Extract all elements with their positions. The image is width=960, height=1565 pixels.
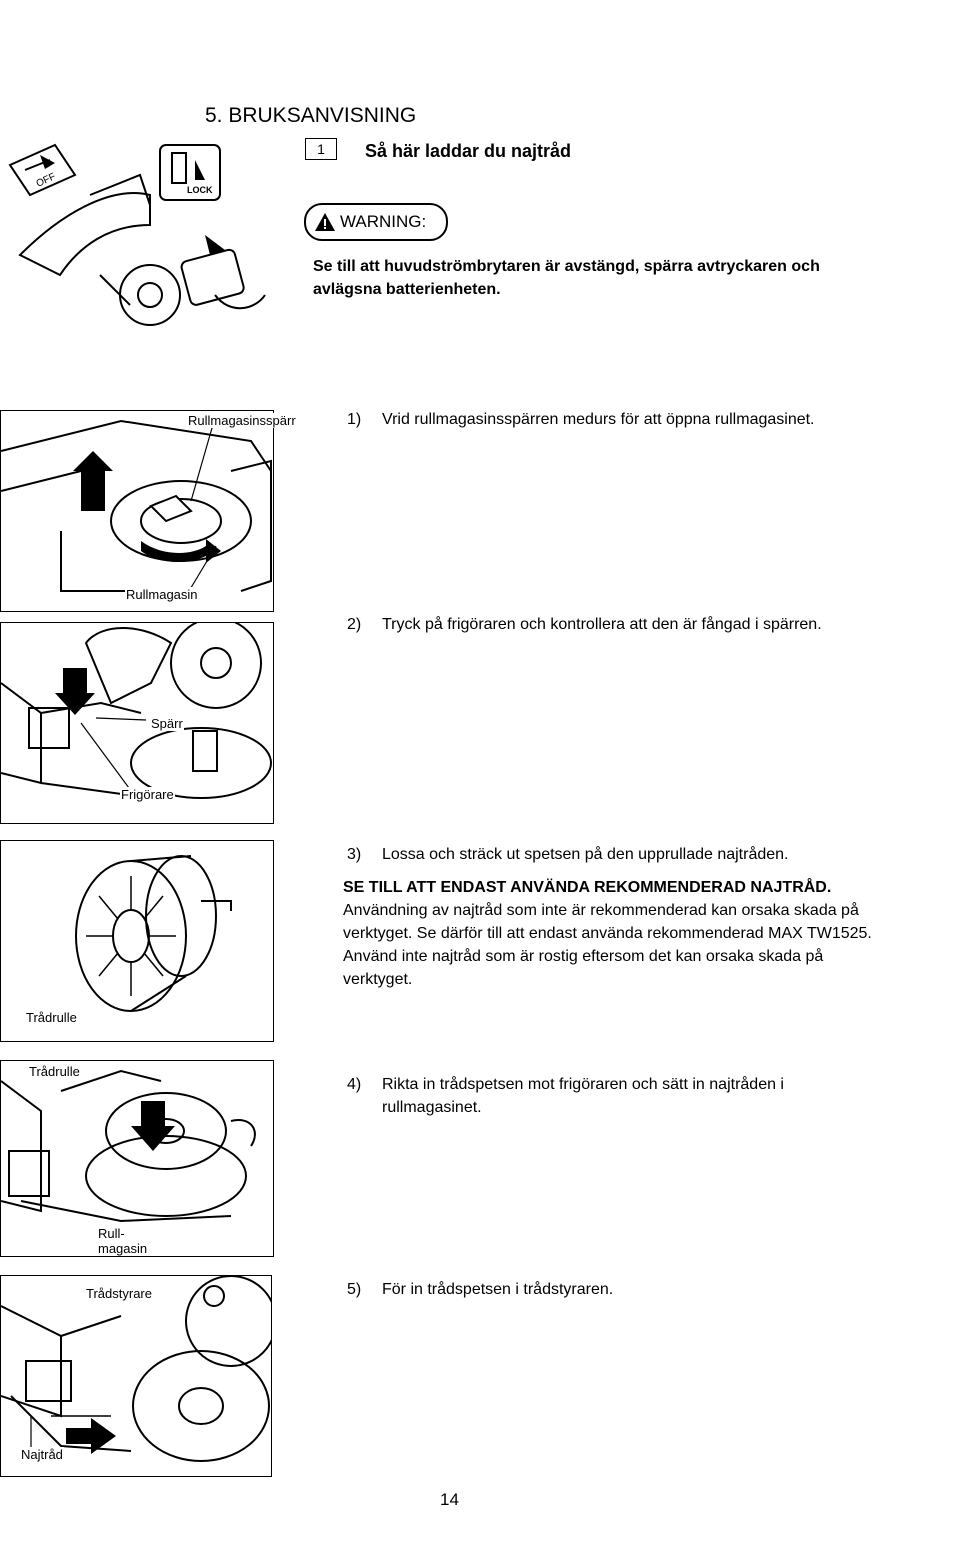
- warning-label: WARNING:: [340, 212, 427, 231]
- step-1: 1) Vrid rullmagasinsspärren medurs för att öppna rullmagasinet.: [347, 411, 815, 428]
- page-number: 14: [440, 1490, 459, 1509]
- label-tradstyrare: Trådstyrare: [86, 1286, 152, 1301]
- off-text: OFF: [34, 171, 58, 190]
- figure-switch-off: [0, 135, 275, 335]
- step-4: 4) Rikta in trådspetsen mot frigöraren och sätt in najtråden i rullmagasinet.: [347, 1076, 784, 1116]
- lock-text: LOCK: [187, 185, 213, 195]
- label-rullmagasin-2: Rull- magasin: [98, 1226, 148, 1256]
- step-5: 5) För in trådspetsen i trådstyraren.: [347, 1281, 614, 1298]
- notice-body: Användning av najtråd som inte är rekommenderad kan orsaka skada på verktyget. Se därför till att endast använda rekommenderad MAX TW1525. Använd inte najtråd som är rostig eftersom det kan orsaka skada på verktyget.: [343, 902, 872, 988]
- section-title: 5. BRUKSANVISNING: [205, 104, 417, 127]
- label-sparr: Spärr: [151, 716, 183, 731]
- figure-magazine-latch: [0, 410, 274, 612]
- section-number-box: 1: [305, 138, 337, 160]
- notice-block: [343, 876, 873, 991]
- step-2: 2) Tryck på frigöraren och kontrollera att den är fångad i spärren.: [347, 616, 822, 633]
- step-3: 3) Lossa och sträck ut spetsen på den upprullade najtråden.: [347, 846, 789, 863]
- label-rullmagasinsparr: Rullmagasinsspärr: [188, 413, 296, 428]
- section-heading: Så här laddar du najtråd: [365, 141, 572, 161]
- notice-caps: SE TILL ATT ENDAST ANVÄNDA REKOMMENDERAD NAJTRÅD.: [343, 879, 832, 896]
- warning-triangle-icon: [314, 212, 336, 232]
- label-najtrad: Najtråd: [21, 1447, 63, 1462]
- label-frigorare: Frigörare: [121, 787, 174, 802]
- label-rullmagasin: Rullmagasin: [126, 587, 198, 602]
- label-tradrulle: Trådrulle: [26, 1010, 77, 1025]
- warning-text: Se till att huvudströmbrytaren är avstängd, spärra avtryckaren och avlägsna batterienheten.: [313, 258, 820, 298]
- warning-badge: [304, 203, 448, 241]
- label-tradrulle-2: Trådrulle: [29, 1064, 80, 1079]
